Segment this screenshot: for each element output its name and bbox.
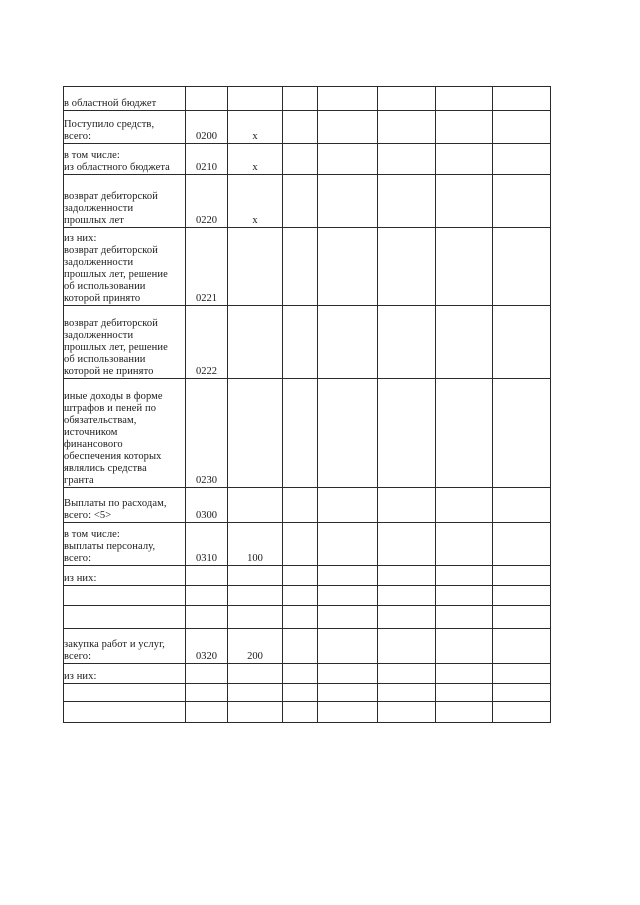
value-cell [318,702,378,723]
row-code [186,702,228,723]
value-cell [436,144,493,175]
value-cell [378,586,436,606]
value-cell [436,523,493,566]
row-code: 0220 [186,175,228,228]
value-cell [318,488,378,523]
row-kbk-code [228,306,283,379]
value-cell [283,629,318,664]
value-cell [283,702,318,723]
value-cell [436,488,493,523]
value-cell [378,702,436,723]
value-cell [378,111,436,144]
table-row [64,87,551,111]
row-label: Выплаты по расходам, всего: <5> [64,488,186,523]
value-cell [378,144,436,175]
value-cell [436,629,493,664]
value-cell [493,87,551,111]
value-cell [318,87,378,111]
row-label: в областной бюджет [64,87,186,111]
row-code: 0221 [186,228,228,306]
report-table [63,86,551,723]
value-cell [493,228,551,306]
value-cell [493,111,551,144]
row-code [186,664,228,684]
row-code: 0300 [186,488,228,523]
row-kbk-code: x [228,144,283,175]
row-label: закупка работ и услуг, всего: [64,629,186,664]
value-cell [436,684,493,702]
value-cell [436,175,493,228]
value-cell [318,175,378,228]
row-kbk-code: 100 [228,523,283,566]
value-cell [436,306,493,379]
value-cell [318,144,378,175]
value-cell [378,606,436,629]
value-cell [283,111,318,144]
row-kbk-code [228,566,283,586]
row-code: 0210 [186,144,228,175]
value-cell [378,379,436,488]
table-row [64,684,551,702]
row-label: Поступило средств, всего: [64,111,186,144]
row-label: из них: [64,664,186,684]
table-row [64,144,551,175]
row-code: 0222 [186,306,228,379]
row-kbk-code [228,702,283,723]
row-code [186,87,228,111]
value-cell [493,488,551,523]
value-cell [283,586,318,606]
value-cell [283,379,318,488]
value-cell [378,175,436,228]
value-cell [436,586,493,606]
value-cell [378,228,436,306]
row-code [186,606,228,629]
value-cell [318,306,378,379]
value-cell [436,566,493,586]
row-kbk-code [228,488,283,523]
table-row [64,379,551,488]
value-cell [318,228,378,306]
value-cell [493,702,551,723]
value-cell [436,87,493,111]
value-cell [283,144,318,175]
value-cell [493,144,551,175]
row-kbk-code: x [228,111,283,144]
table-body [64,87,551,723]
row-code: 0310 [186,523,228,566]
row-kbk-code: x [228,175,283,228]
row-kbk-code [228,664,283,684]
value-cell [493,586,551,606]
row-code [186,586,228,606]
row-label: возврат дебиторской задолженности прошлых лет, решение об использовании которой не принято [64,306,186,379]
value-cell [436,379,493,488]
value-cell [493,306,551,379]
value-cell [283,523,318,566]
row-code: 0230 [186,379,228,488]
value-cell [378,566,436,586]
value-cell [318,379,378,488]
row-label [64,606,186,629]
value-cell [493,629,551,664]
value-cell [283,175,318,228]
table-row [64,111,551,144]
row-label: из них: [64,566,186,586]
value-cell [283,306,318,379]
value-cell [493,175,551,228]
value-cell [493,379,551,488]
value-cell [283,566,318,586]
value-cell [318,606,378,629]
value-cell [318,664,378,684]
row-kbk-code [228,606,283,629]
row-code [186,566,228,586]
row-code [186,684,228,702]
value-cell [436,664,493,684]
value-cell [493,664,551,684]
row-kbk-code [228,228,283,306]
table-row [64,586,551,606]
row-kbk-code [228,87,283,111]
row-label: в том числе: выплаты персоналу, всего: [64,523,186,566]
value-cell [318,566,378,586]
value-cell [378,664,436,684]
value-cell [436,228,493,306]
value-cell [283,606,318,629]
row-kbk-code [228,586,283,606]
value-cell [318,523,378,566]
row-label: возврат дебиторской задолженности прошлых лет [64,175,186,228]
row-kbk-code [228,379,283,488]
row-label: из них: возврат дебиторской задолженности прошлых лет, решение об использовании которой принято [64,228,186,306]
value-cell [318,111,378,144]
table-row [64,566,551,586]
value-cell [318,629,378,664]
value-cell [436,702,493,723]
row-code: 0320 [186,629,228,664]
value-cell [378,629,436,664]
table-row [64,306,551,379]
value-cell [493,566,551,586]
value-cell [378,87,436,111]
value-cell [493,523,551,566]
table-row [64,629,551,664]
value-cell [493,684,551,702]
value-cell [283,228,318,306]
row-kbk-code: 200 [228,629,283,664]
value-cell [378,488,436,523]
value-cell [283,684,318,702]
row-label: иные доходы в форме штрафов и пеней по обязательствам, источником финансового обеспечения которых являлись средства гранта [64,379,186,488]
value-cell [436,606,493,629]
value-cell [283,664,318,684]
value-cell [283,488,318,523]
table-row [64,664,551,684]
value-cell [493,606,551,629]
table-row [64,702,551,723]
row-label [64,586,186,606]
value-cell [378,684,436,702]
row-label: в том числе: из областного бюджета [64,144,186,175]
table-row [64,606,551,629]
row-label [64,684,186,702]
value-cell [378,306,436,379]
row-label [64,702,186,723]
value-cell [318,586,378,606]
table-row [64,175,551,228]
table-row [64,523,551,566]
value-cell [318,684,378,702]
value-cell [436,111,493,144]
table-row [64,488,551,523]
row-kbk-code [228,684,283,702]
row-code: 0200 [186,111,228,144]
value-cell [283,87,318,111]
value-cell [378,523,436,566]
table-row [64,228,551,306]
